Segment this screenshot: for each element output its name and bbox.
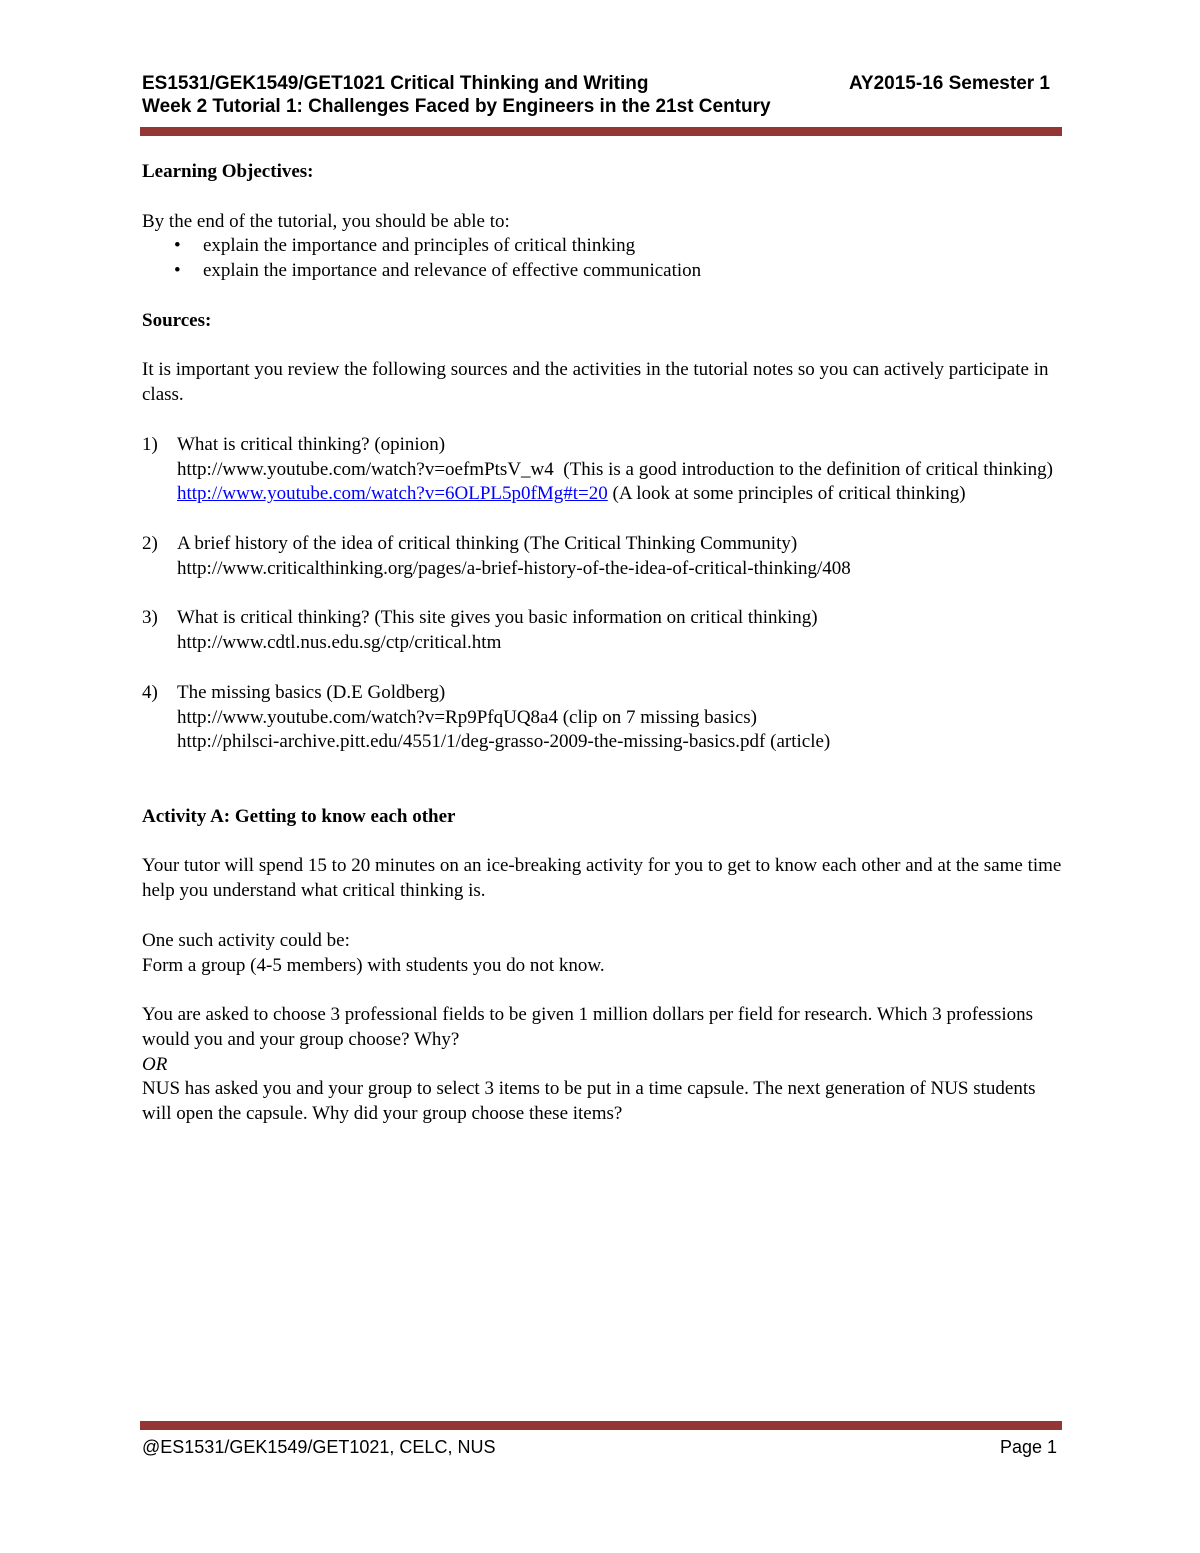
- source-url: http://www.criticalthinking.org/pages/a-brief-history-of-the-idea-of-critical-thinking/408: [177, 557, 851, 579]
- header-divider: [140, 127, 1062, 136]
- source-url: http://www.youtube.com/watch?v=Rp9PfqUQ8a4: [177, 706, 558, 728]
- source-url: http://philsci-archive.pitt.edu/4551/1/deg-grasso-2009-the-missing-basics.pdf: [177, 731, 766, 753]
- list-item: • explain the importance and relevance of effective communication: [142, 259, 1062, 284]
- source-title: What is critical thinking? (opinion): [177, 433, 446, 455]
- source-item-2: 2) A brief history of the idea of critical thinking (The Critical Thinking Community) http://www.criticalthinking.org/pages/a-brief-history-of-the-idea-of-critical-thinking/408: [142, 532, 1062, 582]
- footer-divider: [140, 1421, 1062, 1430]
- objectives-intro: By the end of the tutorial, you should be able to:: [142, 210, 510, 232]
- semester-label: AY2015-16 Semester 1: [848, 73, 1050, 94]
- source-title: The missing basics (D.E Goldberg): [177, 681, 446, 703]
- activity-paragraph: One such activity could be:: [142, 929, 350, 951]
- source-item-4: 4) The missing basics (D.E Goldberg) http://www.youtube.com/watch?v=Rp9PfqUQ8a4 (clip on 7 missing basics) http://philsci-archive.pitt.edu/4551/1/deg-grasso-2009-the-missing-basics.pdf (article): [142, 681, 1062, 755]
- bullet-icon: •: [174, 235, 181, 257]
- bullet-icon: •: [174, 260, 181, 282]
- source-description: (article): [770, 731, 831, 753]
- or-separator: OR: [142, 1053, 168, 1075]
- page-number: Page 1: [999, 1437, 1057, 1457]
- source-description: (This is a good introduction to the definition of critical thinking): [563, 458, 1053, 480]
- activity-paragraph: You are asked to choose 3 professional fields to be given 1 million dollars per field for research. Which 3 professions would you and your group choose? Why?: [142, 1004, 1034, 1050]
- document-body: [142, 160, 1062, 1127]
- activity-paragraph: NUS has asked you and your group to select 3 items to be put in a time capsule. The next generation of NUS students will open the capsule. Why did your group choose these items?: [142, 1078, 1036, 1125]
- course-title: ES1531/GEK1549/GET1021 Critical Thinking and Writing: [142, 73, 649, 94]
- activity-heading: Activity A: Getting to know each other: [142, 805, 456, 827]
- activity-paragraph: Your tutor will spend 15 to 20 minutes on an ice-breaking activity for you to get to know each other and at the same time help you understand what critical thinking is.: [142, 855, 1062, 902]
- source-link[interactable]: http://www.youtube.com/watch?v=6OLPL5p0fMg#t=20: [177, 483, 608, 505]
- source-url: http://www.cdtl.nus.edu.sg/ctp/critical.htm: [177, 632, 502, 654]
- list-item: • explain the importance and principles of critical thinking: [142, 234, 1062, 259]
- source-item-1: 1) What is critical thinking? (opinion) http://www.youtube.com/watch?v=oefmPtsV_w4 (This is a good introduction to the definition of critical thinking) http://www.youtube.com/watch?v=6OLPL5p0fMg#t=20 (A look at some principles of critical thinking): [142, 433, 1062, 507]
- source-description: (A look at some principles of critical thinking): [612, 483, 966, 505]
- objectives-list: [142, 234, 1062, 284]
- sources-intro: It is important you review the following sources and the activities in the tutorial notes so you can actively participate in class.: [142, 359, 1049, 406]
- source-item-3: 3) What is critical thinking? (This site gives you basic information on critical thinking) http://www.cdtl.nus.edu.sg/ctp/critical.htm: [142, 606, 1062, 656]
- source-title: What is critical thinking? (This site gives you basic information on critical thinking): [177, 607, 818, 629]
- tutorial-subtitle: Week 2 Tutorial 1: Challenges Faced by Engineers in the 21st Century: [142, 96, 771, 117]
- source-title: A brief history of the idea of critical thinking (The Critical Thinking Community): [177, 532, 798, 554]
- activity-paragraph: Form a group (4-5 members) with students you do not know.: [142, 954, 605, 976]
- objectives-heading: Learning Objectives:: [142, 161, 314, 182]
- source-url: http://www.youtube.com/watch?v=oefmPtsV_w4: [177, 458, 554, 480]
- source-description: (clip on 7 missing basics): [562, 706, 757, 728]
- page-header: [142, 72, 1050, 95]
- footer-credit: @ES1531/GEK1549/GET1021, CELC, NUS: [142, 1437, 496, 1457]
- sources-heading: Sources:: [142, 309, 212, 331]
- sources-list: [142, 433, 1062, 755]
- page-footer: [142, 1436, 1057, 1458]
